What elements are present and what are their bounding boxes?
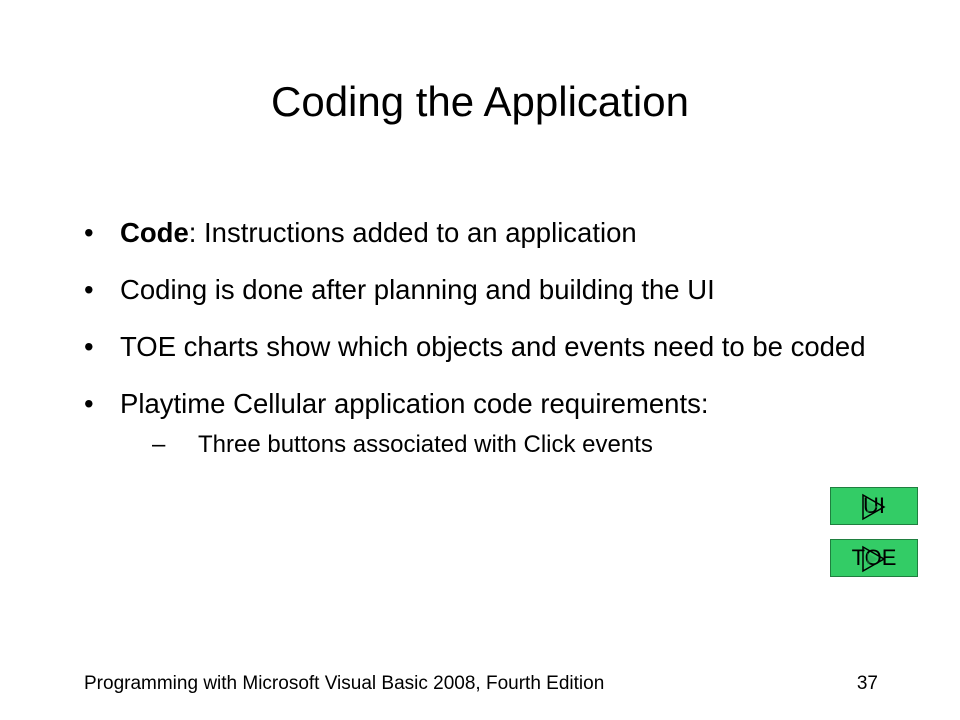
bullet-marker: • bbox=[84, 217, 94, 248]
play-icon bbox=[859, 545, 887, 573]
slide-title: Coding the Application bbox=[271, 78, 689, 125]
bullet-text: Coding is done after planning and building the UI bbox=[120, 274, 715, 305]
sub-bullet-text: Three buttons associated with Click events bbox=[198, 431, 653, 458]
bullet-marker: • bbox=[84, 331, 94, 362]
toe-button-label: TOE bbox=[851, 545, 897, 570]
bullet-toe-charts bbox=[84, 328, 884, 366]
bullet-playtime-requirements bbox=[84, 385, 884, 462]
sub-bullet-list bbox=[120, 428, 884, 462]
bullet-list bbox=[84, 214, 884, 481]
ui-button-label: UI bbox=[863, 493, 885, 518]
ui-link-button[interactable] bbox=[830, 487, 918, 525]
bullet-code-definition bbox=[84, 214, 884, 252]
sub-bullet-marker: – bbox=[152, 431, 166, 458]
slide-number: 37 bbox=[856, 673, 878, 694]
bullet-coding-timing bbox=[84, 271, 884, 309]
bullet-text: : Instructions added to an application bbox=[188, 217, 637, 248]
bullet-text: TOE charts show which objects and events need to be coded bbox=[120, 331, 866, 362]
sub-bullet-three-buttons bbox=[152, 428, 884, 462]
bullet-term: Code bbox=[120, 217, 189, 248]
bullet-text: Playtime Cellular application code requirements: bbox=[120, 388, 709, 419]
bullet-marker: • bbox=[84, 388, 94, 419]
play-icon bbox=[859, 493, 887, 521]
footer-text: Programming with Microsoft Visual Basic 2008, Fourth Edition bbox=[84, 673, 605, 694]
bullet-marker: • bbox=[84, 274, 94, 305]
toe-link-button[interactable] bbox=[830, 539, 918, 577]
